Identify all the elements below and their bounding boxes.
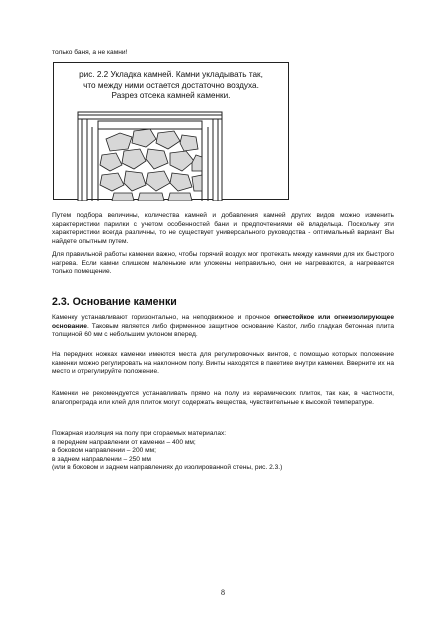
paragraph: Каменки не рекомендуется устанавливать прямо на полу из керамических плиток, так как, в частности, влагопреграда или клей для плиток могут содержать вещества, чувствительные к высокой температуре. xyxy=(52,390,394,406)
intro-fragment: только баня, а не камни! xyxy=(52,49,128,56)
figure-caption xyxy=(54,70,288,102)
fire-insulation-line: в заднем направлении – 250 мм xyxy=(52,455,151,463)
fire-insulation-line: Пожарная изоляция на полу при сгораемых материалах: xyxy=(52,430,227,437)
fire-insulation-line: (или в боковом и заднем направлениях до изолированной стены, рис. 2.3.) xyxy=(52,464,283,472)
figure-box xyxy=(53,62,289,200)
fire-insulation-line: в боковом направлении – 200 мм; xyxy=(52,447,157,455)
section-heading: 2.3. Основание каменки xyxy=(52,296,177,308)
stones-group xyxy=(100,129,202,201)
paragraph-text: . Таковым является либо фирменное защитное основание Kastor, либо гладкая бетонная плита толщиной 60 мм с небольшим уклоном вперед. xyxy=(52,322,394,339)
page-number: 8 xyxy=(221,588,225,597)
paragraph: На передних ножках каменки имеются места для регулировочных винтов, с помощью которых положение каменки можно регулировать на наклонном полу. Винты находятся в пакетике внутри каменки. Вверните их на место и отрегулируйте положение. xyxy=(52,351,394,376)
figure-caption-line: рис. 2.2 Укладка камней. Камни укладывать так, xyxy=(79,70,263,79)
fire-insulation-list xyxy=(52,430,394,473)
paragraph-text: Каменку устанавливают горизонтально, на неподвижное и прочное xyxy=(52,314,275,321)
paragraph xyxy=(52,314,394,340)
stone-compartment-illustration xyxy=(76,109,224,201)
paragraph: Для правильной работы каменки важно, чтобы горячий воздух мог протекать между камнями для их быстрого нагрева. Если камни слишком маленькие или уложены неправильно, они не нагреваются, а нагревается только помещение. xyxy=(52,251,394,276)
paragraph: Путем подбора величины, количества камней и добавления камней других видов можно изменить характеристики парилки с учетом особенностей бани и предпочтениями её владельца. Поскольку эти характеристики всегда различны, то не существует универсального руководства - оптимальный вариант Вы найдете опытным путем. xyxy=(52,212,394,245)
fire-insulation-line: в переднем направлении от каменки – 400 мм; xyxy=(52,438,196,446)
figure-caption-line: что между ними остается достаточно воздуха. xyxy=(83,80,259,90)
emphasis-text: огнестойкое или огнеизолирующее основание xyxy=(52,314,394,330)
figure-caption-line: Разрез отсека камней каменки. xyxy=(111,91,231,101)
